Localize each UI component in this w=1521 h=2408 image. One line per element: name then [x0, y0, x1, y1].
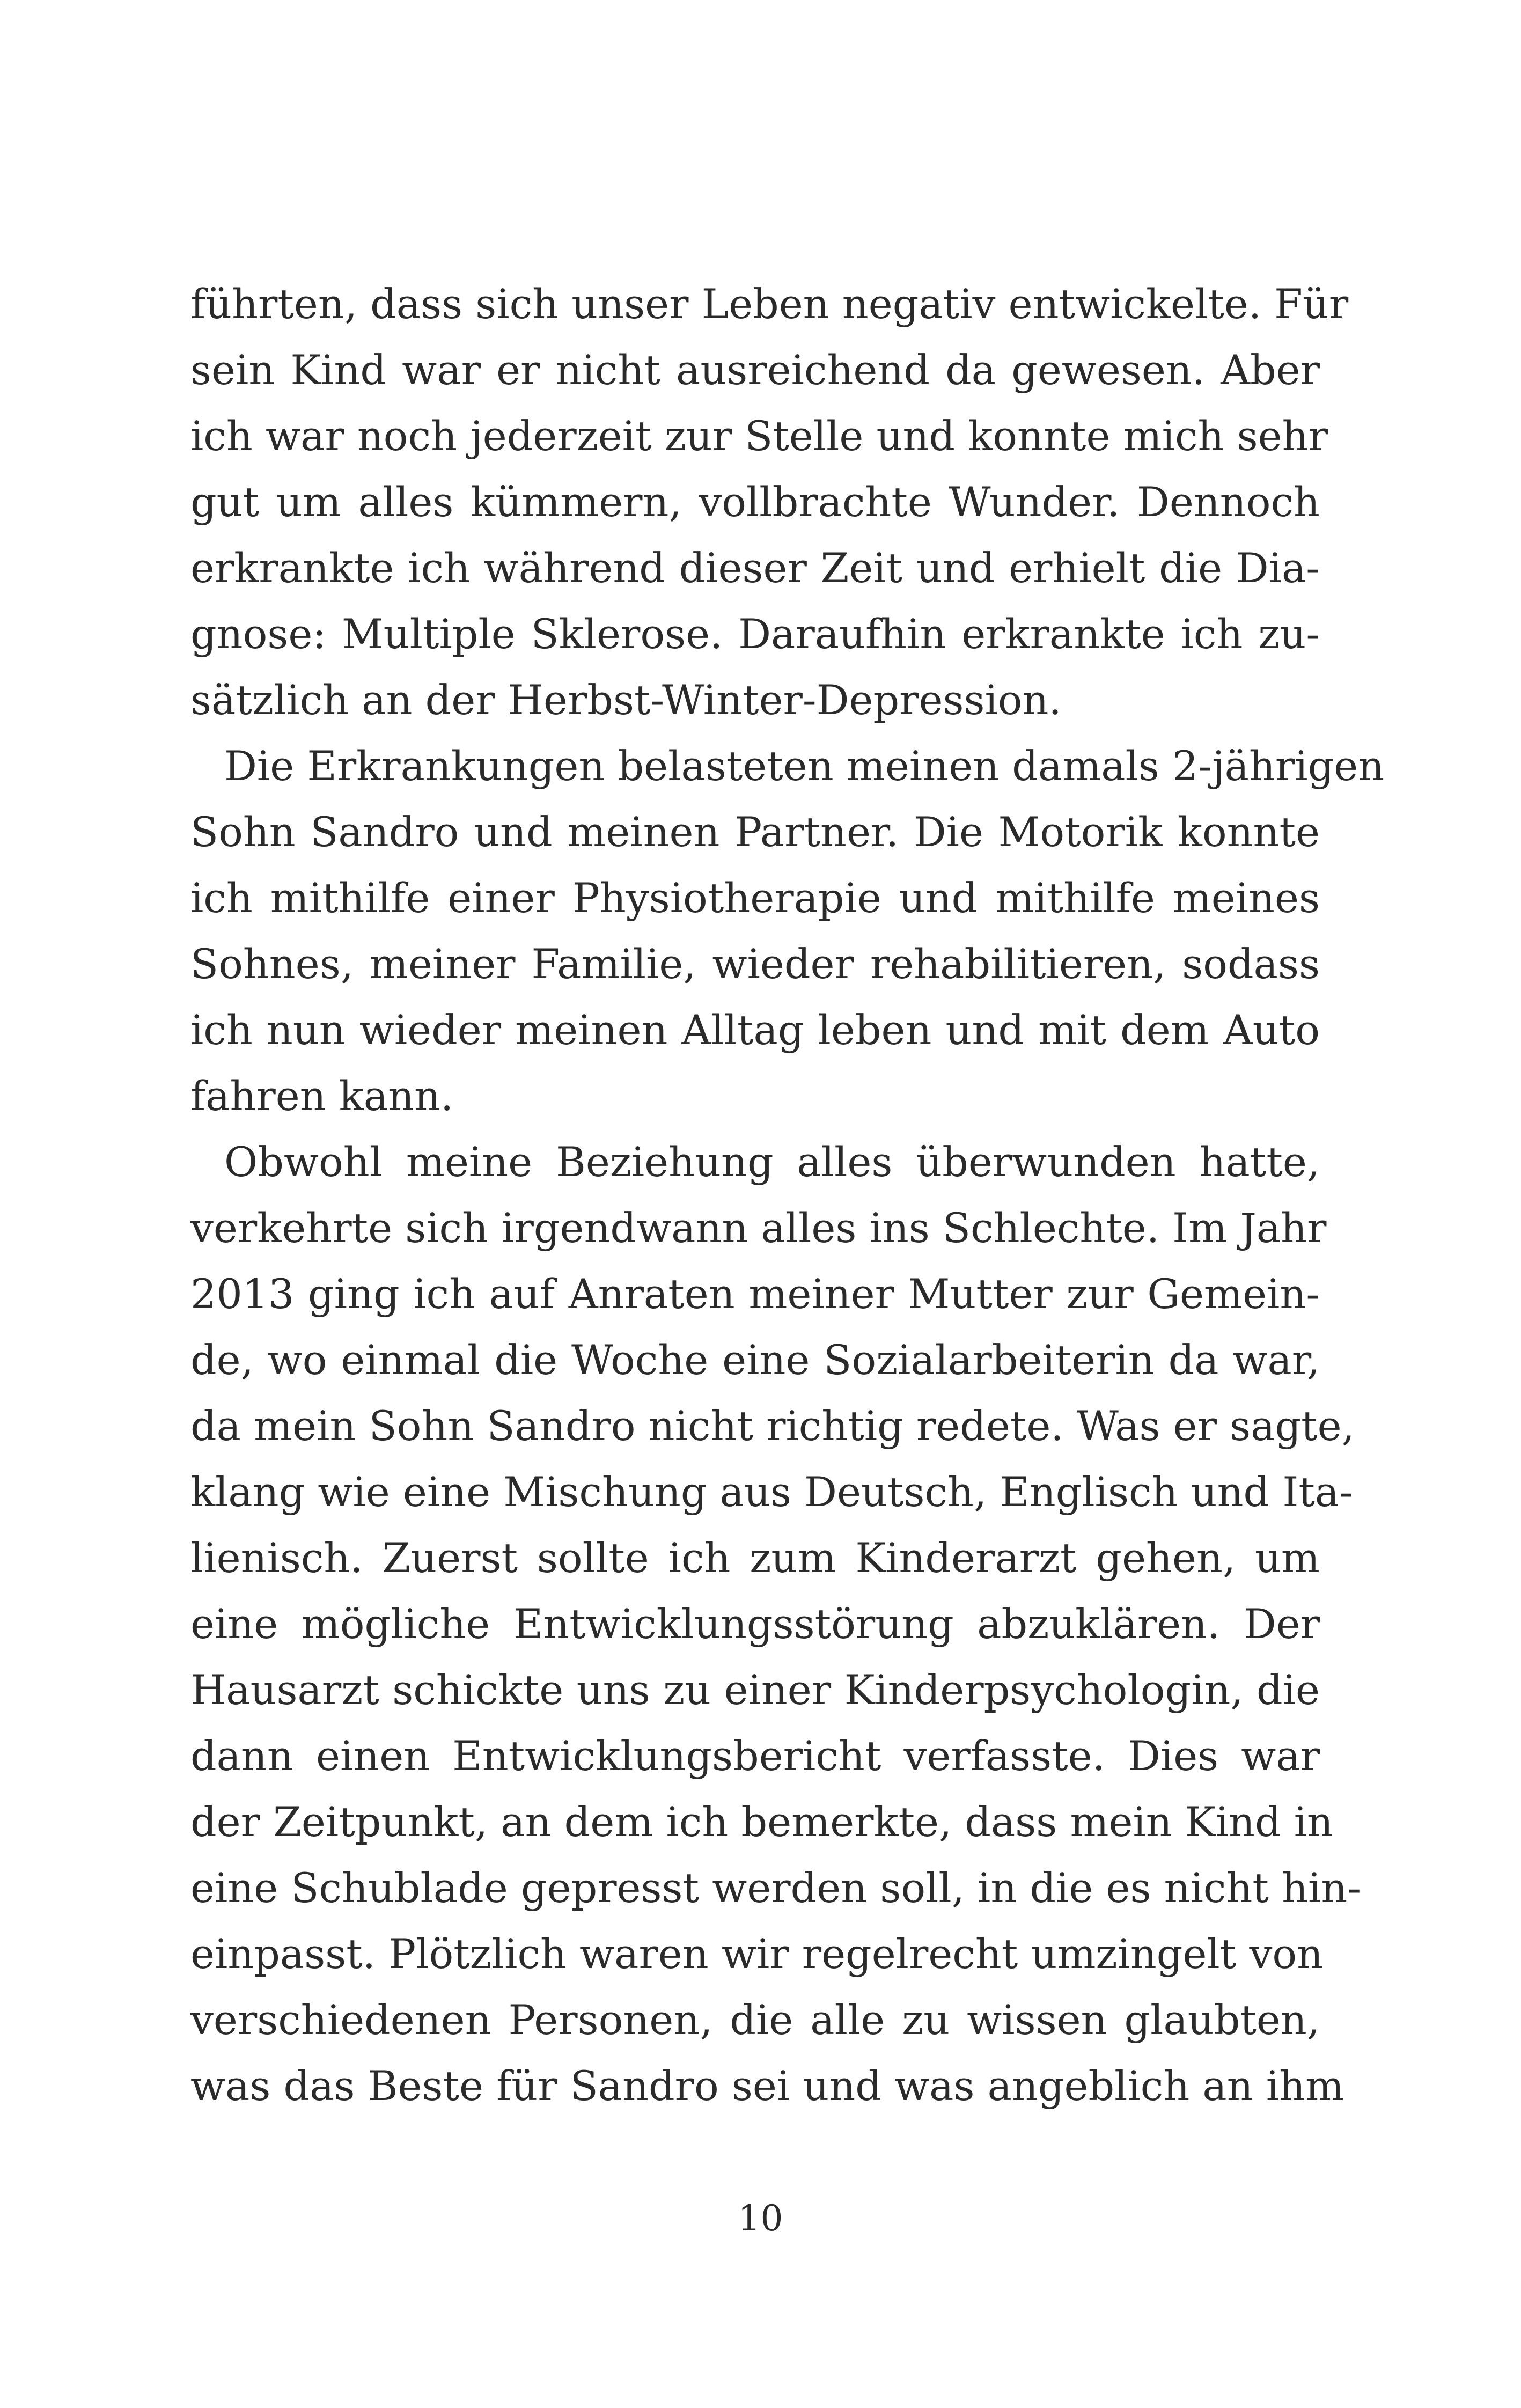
text-line: gnose: Multiple Sklerose. Daraufhin erkrankte ich zu- — [190, 610, 1320, 658]
text-line: lienisch. Zuerst sollte ich zum Kinderarzt gehen, um — [190, 1534, 1320, 1582]
text-line: führten, dass sich unser Leben negativ entwickelte. Für — [190, 280, 1349, 328]
text-line: Sohn Sandro und meinen Partner. Die Motorik konnte — [190, 808, 1320, 856]
text-line: 2013 ging ich auf Anraten meiner Mutter zur Gemein- — [190, 1270, 1320, 1318]
text-line: erkrankte ich während dieser Zeit und erhielt die Dia- — [190, 544, 1320, 592]
text-line: Die Erkrankungen belasteten meinen damals 2-jährigen — [224, 742, 1385, 790]
text-line: ich war noch jederzeit zur Stelle und konnte mich sehr — [190, 412, 1328, 460]
text-line: dann einen Entwicklungsbericht verfasste. Dies war — [190, 1732, 1320, 1780]
text-line: sein Kind war er nicht ausreichend da gewesen. Aber — [190, 346, 1320, 394]
text-line: verschiedenen Personen, die alle zu wissen glaubten, — [190, 1996, 1320, 2044]
text-line: gut um alles kümmern, vollbrachte Wunder. Dennoch — [190, 478, 1320, 526]
text-line: eine mögliche Entwicklungsstörung abzuklären. Der — [190, 1600, 1320, 1648]
text-line: ich mithilfe einer Physiotherapie und mithilfe meines — [190, 874, 1320, 922]
text-line: Obwohl meine Beziehung alles überwunden hatte, — [224, 1138, 1320, 1186]
text-line: was das Beste für Sandro sei und was angeblich an ihm — [190, 2062, 1344, 2110]
text-line: einpasst. Plötzlich waren wir regelrecht umzingelt von — [190, 1930, 1324, 1978]
text-line: Sohnes, meiner Familie, wieder rehabilitieren, sodass — [190, 940, 1320, 988]
text-line: da mein Sohn Sandro nicht richtig redete. Was er sagte, — [190, 1402, 1355, 1450]
text-line: de, wo einmal die Woche eine Sozialarbeiterin da war, — [190, 1336, 1320, 1384]
page-number: 10 — [738, 2198, 783, 2239]
text-line: der Zeitpunkt, an dem ich bemerkte, dass mein Kind in — [190, 1798, 1334, 1846]
body-text — [190, 271, 1385, 2119]
text-line: verkehrte sich irgendwann alles ins Schlechte. Im Jahr — [190, 1204, 1327, 1252]
text-line: ich nun wieder meinen Alltag leben und mit dem Auto — [190, 1006, 1320, 1054]
text-line: fahren kann. — [190, 1072, 454, 1120]
text-line: klang wie eine Mischung aus Deutsch, Englisch und Ita- — [190, 1468, 1353, 1516]
text-line: Hausarzt schickte uns zu einer Kinderpsychologin, die — [190, 1666, 1320, 1714]
text-line: sätzlich an der Herbst-Winter-Depression. — [190, 676, 1062, 724]
text-line: eine Schublade gepresst werden soll, in die es nicht hin- — [190, 1864, 1361, 1912]
